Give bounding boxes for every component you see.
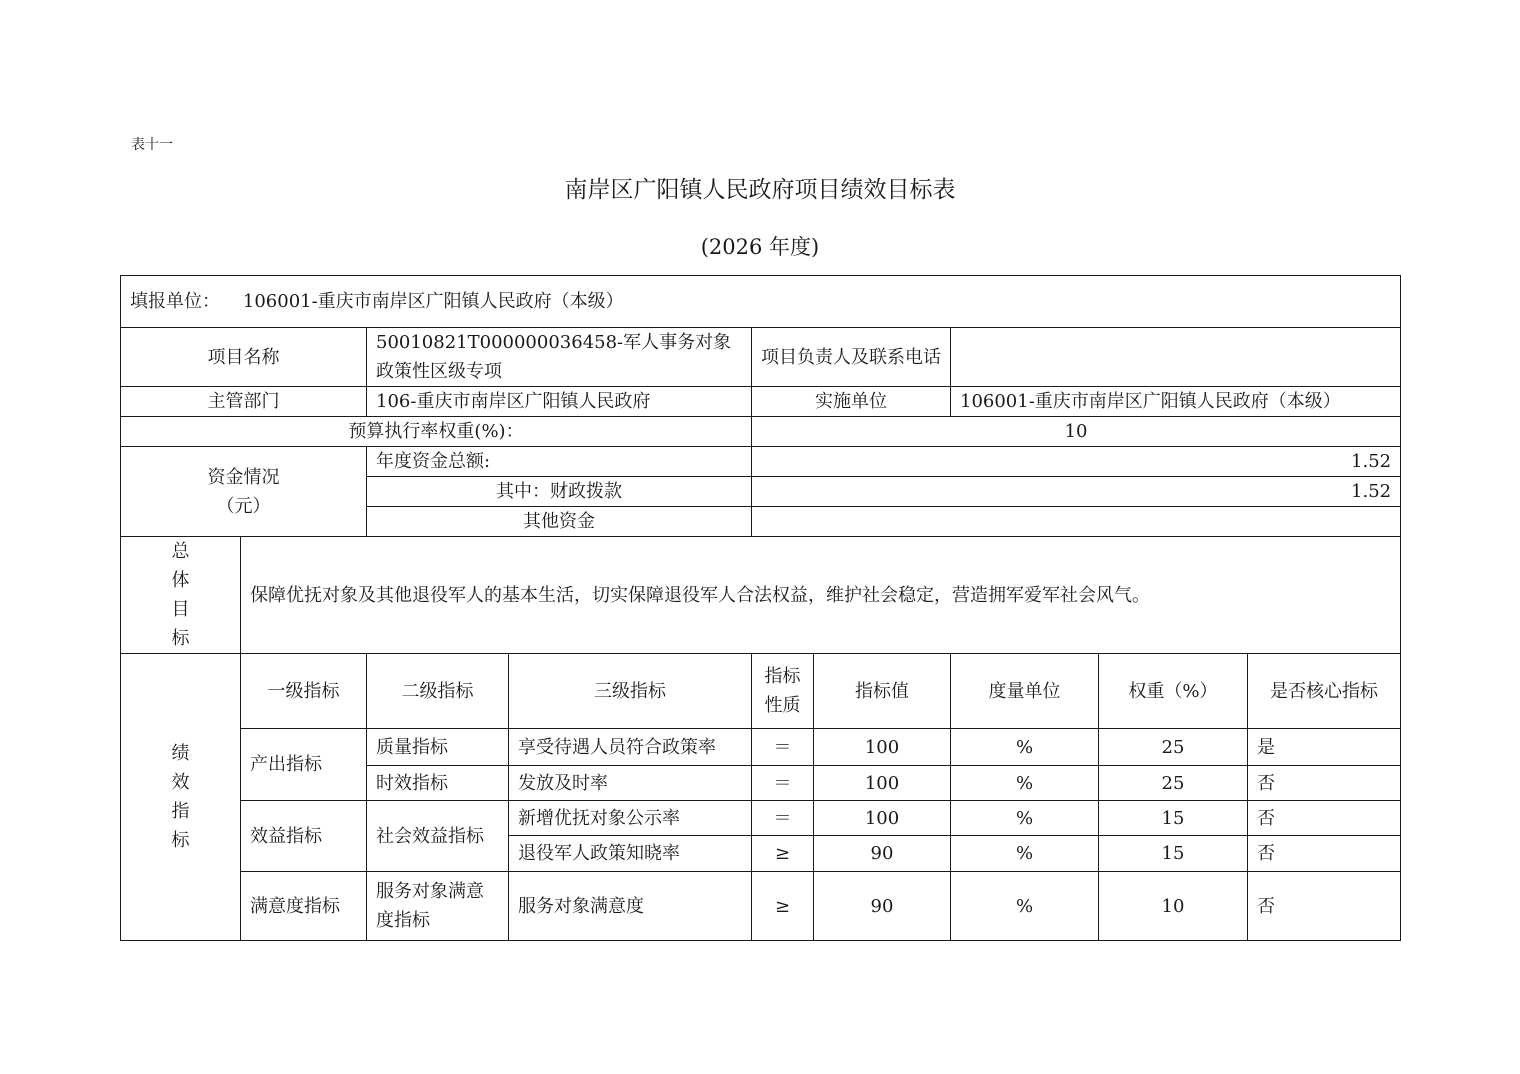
contact-value: [951, 328, 1401, 387]
table-row: [121, 801, 1401, 836]
document-title: 南岸区广阳镇人民政府项目绩效目标表: [564, 177, 956, 203]
value-cell: 100: [814, 801, 951, 836]
core-cell: 否: [1248, 872, 1401, 941]
funds-label: [121, 447, 367, 537]
unit-cell: %: [951, 836, 1099, 872]
level3-cell: 发放及时率: [509, 766, 752, 801]
weight-cell: 10: [1099, 872, 1248, 941]
contact-label: 项目负责人及联系电话: [752, 328, 951, 387]
value-cell: 90: [814, 872, 951, 941]
value-cell: 90: [814, 836, 951, 872]
performance-indicators-label: 绩 效 指 标: [121, 654, 241, 941]
funds-label-line1: 资金情况: [207, 466, 280, 488]
level1-benefit: 效益指标: [241, 801, 367, 872]
project-name-value: 50010821T000000036458-军人事务对象政策性区级专项: [367, 328, 752, 387]
header-level3: 三级指标: [509, 654, 752, 729]
reporting-unit-cell: [121, 276, 1401, 328]
department-label: 主管部门: [121, 387, 367, 417]
reporting-unit-label: 填报单位：: [130, 291, 220, 312]
department-value: 106-重庆市南岸区广阳镇人民政府: [367, 387, 752, 417]
overall-goal-label: 总 体 目 标: [121, 537, 241, 654]
nature-cell: ＝: [752, 766, 814, 801]
header-level1: 一级指标: [241, 654, 367, 729]
header-nature: 指标性质: [752, 654, 814, 729]
implementing-unit-value: 106001-重庆市南岸区广阳镇人民政府（本级）: [951, 387, 1401, 417]
unit-cell: %: [951, 872, 1099, 941]
weight-cell: 25: [1099, 729, 1248, 766]
performance-target-table: [120, 275, 1401, 941]
header-level2: 二级指标: [367, 654, 509, 729]
level1-output: 产出指标: [241, 729, 367, 801]
weight-cell: 25: [1099, 766, 1248, 801]
total-funds-value: 1.52: [752, 447, 1401, 477]
implementing-unit-label: 实施单位: [752, 387, 951, 417]
level3-cell: 享受待遇人员符合政策率: [509, 729, 752, 766]
table-number: 表十一: [131, 137, 173, 153]
nature-cell: ≥: [752, 836, 814, 872]
nature-cell: ≥: [752, 872, 814, 941]
value-cell: 100: [814, 766, 951, 801]
nature-cell: ＝: [752, 729, 814, 766]
table-row: [121, 729, 1401, 766]
unit-cell: %: [951, 729, 1099, 766]
total-funds-label: 年度资金总额:: [367, 447, 752, 477]
document-year: (2026 年度): [700, 235, 820, 259]
core-cell: 否: [1248, 766, 1401, 801]
other-funds-label: 其他资金: [367, 507, 752, 537]
level2-cell: 服务对象满意度指标: [367, 872, 509, 941]
level3-cell: 退役军人政策知晓率: [509, 836, 752, 872]
nature-cell: ＝: [752, 801, 814, 836]
level1-satisfaction: 满意度指标: [241, 872, 367, 941]
level2-cell: 时效指标: [367, 766, 509, 801]
header-core: 是否核心指标: [1248, 654, 1401, 729]
level2-cell: 质量指标: [367, 729, 509, 766]
table-row: [121, 872, 1401, 941]
value-cell: 100: [814, 729, 951, 766]
reporting-unit-value: 106001-重庆市南岸区广阳镇人民政府（本级）: [242, 291, 624, 312]
fiscal-funds-label: 其中：财政拨款: [367, 477, 752, 507]
fiscal-funds-value: 1.52: [752, 477, 1401, 507]
level3-cell: 服务对象满意度: [509, 872, 752, 941]
overall-goal-text: 保障优抚对象及其他退役军人的基本生活，切实保障退役军人合法权益，维护社会稳定，营造拥军爱军社会风气。: [241, 537, 1401, 654]
budget-weight-value: 10: [752, 417, 1401, 447]
core-cell: 否: [1248, 801, 1401, 836]
level2-cell: 社会效益指标: [367, 801, 509, 872]
core-cell: 否: [1248, 836, 1401, 872]
weight-cell: 15: [1099, 801, 1248, 836]
core-cell: 是: [1248, 729, 1401, 766]
header-unit: 度量单位: [951, 654, 1099, 729]
weight-cell: 15: [1099, 836, 1248, 872]
other-funds-value: [752, 507, 1401, 537]
header-value: 指标值: [814, 654, 951, 729]
unit-cell: %: [951, 801, 1099, 836]
unit-cell: %: [951, 766, 1099, 801]
budget-weight-label: 预算执行率权重(%)：: [121, 417, 752, 447]
project-name-label: 项目名称: [121, 328, 367, 387]
header-weight: 权重（%）: [1099, 654, 1248, 729]
level3-cell: 新增优抚对象公示率: [509, 801, 752, 836]
funds-label-line2: （元）: [216, 495, 271, 517]
